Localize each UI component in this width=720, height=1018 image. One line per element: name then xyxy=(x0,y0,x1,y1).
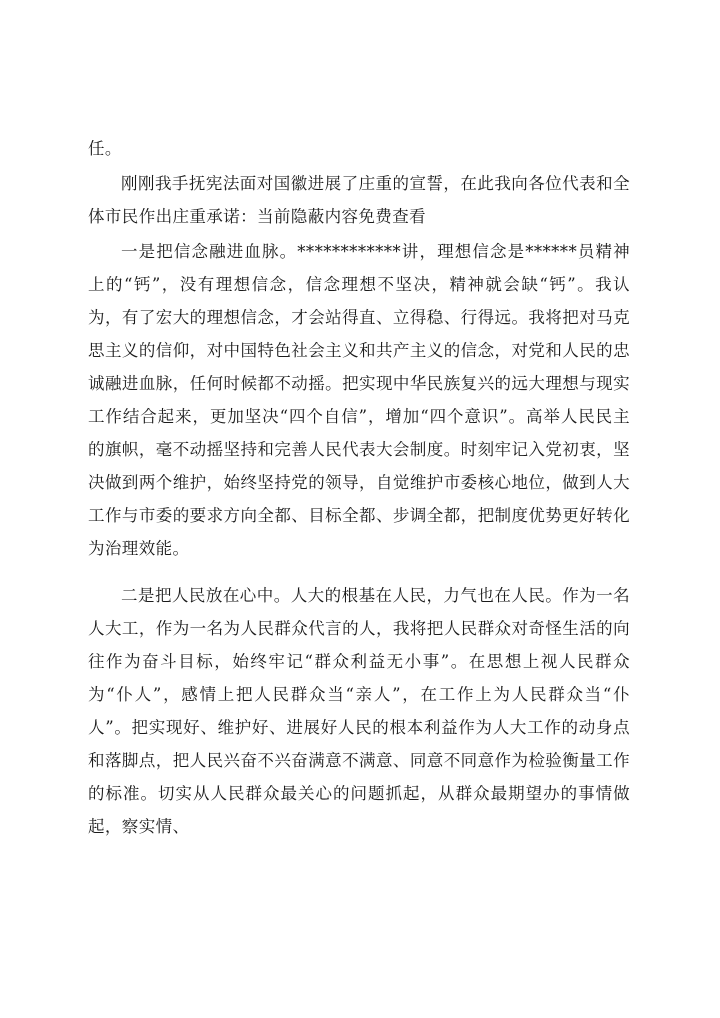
paragraph-point-one: 一是把信念融进血脉。************讲，理想信念是******员精神上的“钙”，没有理想信念，信念理想不坚决，精神就会缺“钙”。我认为，有了宏大的理想信念，才会站得直、立得稳、行得远。我将把对马克思主义的信仰，对中国特色社会主义和共产主义的信念，对党和人民的忠诚融进血脉，任何时候都不动摇。把实现中华民族复兴的远大理想与现实工作结合起来，更加坚决“四个自信”，增加“四个意识”。高举人民民主的旗帜，毫不动摇坚持和完善人民代表大会制度。时刻牢记入党初衷，坚决做到两个维护，始终坚持党的领导，自觉维护市委核心地位，做到人大工作与市委的要求方向全都、目标全都、步调全都，把制度优势更好转化为治理效能。 xyxy=(88,242,630,558)
document-body xyxy=(88,132,630,843)
paragraph-continuation: 任。 xyxy=(88,139,122,158)
paragraph-point-two: 二是把人民放在心中。人大的根基在人民，力气也在人民。作为一名人大工，作为一名为人民群众代言的人，我将把人民群众对奇怪生活的向往作为奋斗目标，始终牢记“群众利益无小事”。在思想上视人民群众为“仆人”，感情上把人民群众当“亲人”，在工作上为人民群众当“仆人”。把实现好、维护好、进展好人民的根本利益作为人大工作的动身点和落脚点，把人民兴奋不兴奋满意不满意、同意不同意作为检验衡量工作的标准。切实从人民群众最关心的问题抓起，从群众最期望办的事情做起，察实情、 xyxy=(88,586,630,836)
paragraph-vow: 刚刚我手抚宪法面对国徽进展了庄重的宣誓，在此我向各位代表和全体市民作出庄重承诺：当前隐蔽内容免费查看 xyxy=(88,174,630,226)
